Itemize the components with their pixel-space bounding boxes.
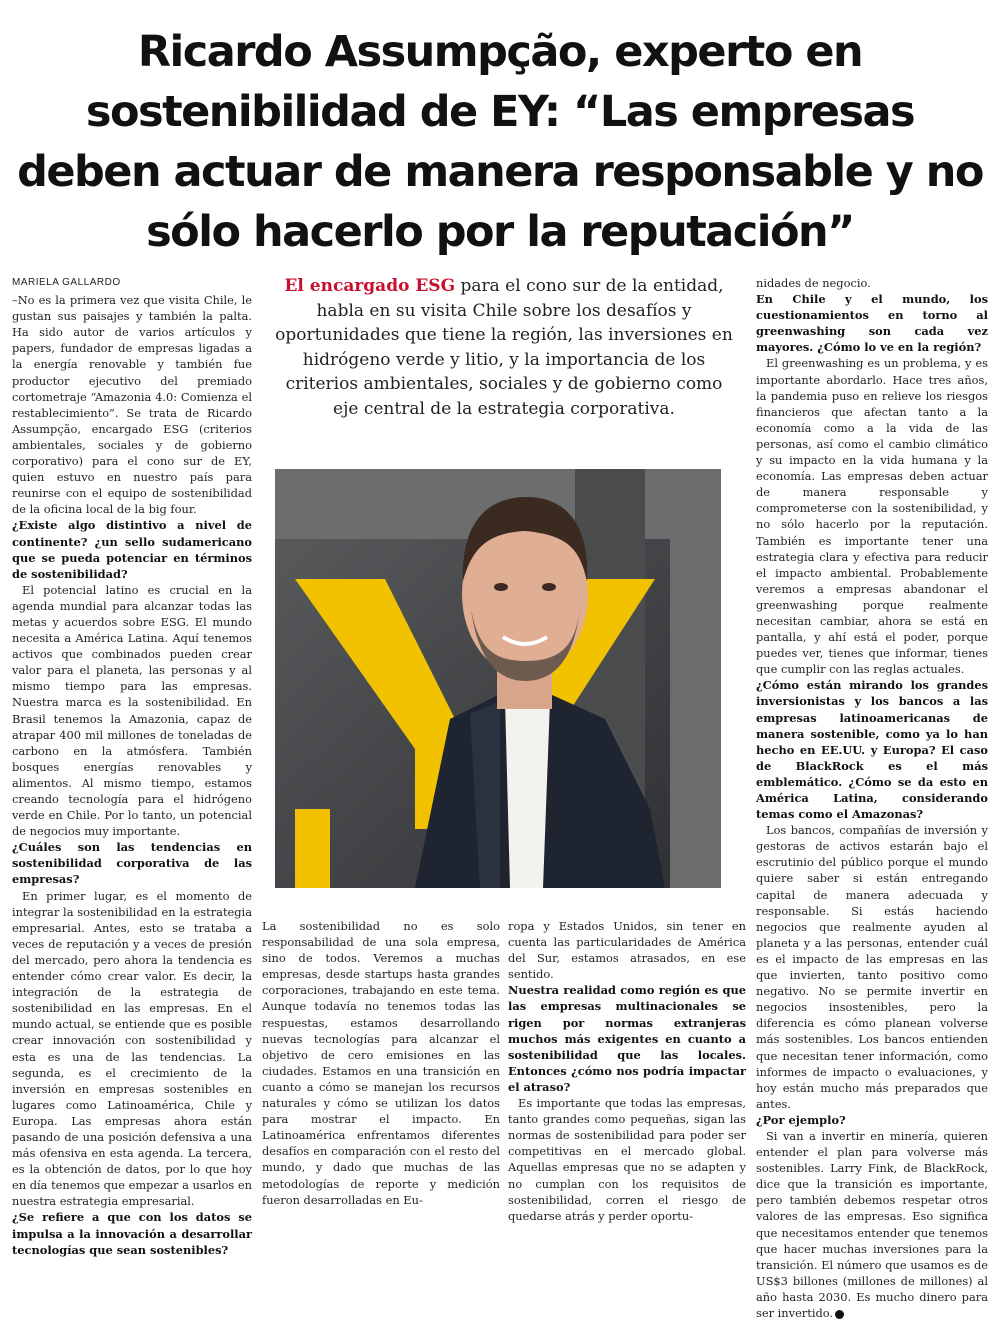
body-paragraph: nidades de negocio. [756,276,871,290]
question-paragraph: Nuestra realidad como región es que las empresas multinacionales se rigen por normas extranjeras muchos más exigentes en cuanto a sostenibilidad que las locales. Entonces ¿cómo nos podría impactar el atraso? [508,983,746,1094]
body-paragraph: El greenwashing es un problema, y es importante abordarlo. Hace tres años, la pandemia puso en relieve los riesgos financieros que afectan tanto a la economía como a la vida de las personas, así como el cambio climático y su impacto en la vida humana y la economía. Las empresas deben actuar de manera responsable y comprometerse con la sostenibilidad, y no sólo hacerlo por la reputación. También es importante tener una estrategia clara y efectiva para reducir el impacto ambiental. Probablemente veremos a empresas abandonar el greenwashing porque realmente necesitan cambiar, ahora se está en pantalla, y ahí está el poder, porque puedes ver, tienes que informar, tienes que cumplir con las reglas actuales. [756,356,988,677]
question-paragraph: ¿Se refiere a que con los datos se impulsa a la innovación a desarrollar tecnologías que sean sostenibles? [12,1210,252,1257]
article-column-3 [508,918,746,1224]
question-paragraph: En Chile y el mundo, los cuestionamientos en torno al greenwashing son cada vez mayores. ¿Cómo lo ve en la región? [756,292,988,355]
question-paragraph: ¿Existe algo distintivo a nivel de continente? ¿un sello sudamericano que se pueda potenciar en términos de sostenibilidad? [12,518,252,581]
lead-kicker: El encargado ESG [284,276,456,296]
article-column-4 [756,275,988,1321]
portrait-photo [275,469,721,888]
portrait-illustration [275,469,721,888]
body-paragraph: Los bancos, compañías de inversión y gestoras de activos estarán bajo el escrutinio del público porque el mundo quiere saber si están entregando capital de manera adecuada y responsable. Si estás haciendo negocios que realmente ayuden al planeta y a las personas, entender cuál es el impacto de las empresas en las que invierten, tanto positivo como negativo. No se permite invertir en negocios insostenibles, pero la diferencia es cómo planean volverse más sostenibles. Los bancos entienden que necesitan tener información, como informes de impacto o evaluaciones, y hoy están mucho más preparados que antes. [756,823,988,1111]
article-column-1 [12,275,252,1258]
question-paragraph: ¿Cómo están mirando los grandes inversionistas y los bancos a las empresas latinoamericanas de manera sostenible, como ya lo han hecho en EE.UU. y Europa? El caso de BlackRock es el más emblemático. ¿Cómo se da esto en América Latina, considerando temas como el Amazonas? [756,678,988,822]
lead-paragraph [272,274,736,421]
article-column-2 [262,918,500,1208]
end-of-article-icon [835,1310,844,1319]
lead-text: para el cono sur de la entidad, habla en su visita Chile sobre los desafíos y oportunidades que tiene la región, las inversiones en hidrógeno verde y litio, y la importancia de los criterios ambientales, sociales y de gobierno como eje central de la estrategia corporativa. [275,276,733,419]
question-paragraph: ¿Cuáles son las tendencias en sostenibilidad corporativa de las empresas? [12,840,252,887]
body-paragraph: En primer lugar, es el momento de integrar la sostenibilidad en la estrategia empresarial. Antes, esto se trataba a veces de reputación y a veces de presión del mercado, pero ahora la tendencia es entender cómo crear valor. Es decir, la integración de la estrategia de sostenibilidad en las empresas. En el mundo actual, se entiende que es posible crear innovación con sostenibilidad y esta es una de las tendencias. La segunda, es el crecimiento de la inversión en empresas sostenibles en lugares como Latinoamérica, Chile y Europa. Las empresas ahora están pasando de una posición defensiva a una más ofensiva en esta agenda. La tercera, es la obtención de datos, por lo que hoy en día tenemos que empezar a usarlos en nuestra estrategia empresarial. [12,888,252,1209]
body-paragraph: Si van a invertir en minería, quieren entender el plan para volverse más sostenibles. Larry Fink, de BlackRock, dice que la transición es importante, pero también debemos respetar otros valores de las empresas. Eso significa que necesitamos entender que tenemos que hacer muchas inversiones para la transición. El número que usamos es de US$3 billones (millones de millones) al año hasta 2030. Es mucho dinero para ser invertido. [756,1128,988,1320]
headline: Ricardo Assumpção, experto en sostenibilidad de EY: “Las empresas deben actuar de manera responsable y no sólo hacerlo por la reputación” [17,27,983,257]
body-paragraph: El potencial latino es crucial en la agenda mundial para alcanzar todas las metas y acuerdos sobre ESG. El mundo necesita a América Latina. Aquí tenemos activos que combinados pueden crear valor para el planeta, las personas y al mismo tiempo para las empresas. Nuestra marca es la sostenibilidad. En Brasil tenemos la Amazonia, capaz de atrapar 400 mil millones de toneladas de carbono en la atmósfera. También bosques energías renovables y alimentos. Al mismo tiempo, estamos creando tecnología para el hidrógeno verde en Chile. Por lo tanto, un potencial de negocios muy importante. [12,582,252,839]
body-paragraph: ropa y Estados Unidos, sin tener en cuenta las particularidades de América del Sur, estamos atrasados, en ese sentido. [508,919,746,982]
body-paragraph: Es importante que todas las empresas, tanto grandes como pequeñas, sigan las normas de sostenibilidad para poder ser competitivas en el mercado global. Aquellas empresas que no se adapten y no cumplan con los requisitos de sostenibilidad, corren el riesgo de quedarse atrás y perder oportu- [508,1096,746,1223]
body-paragraph: La sostenibilidad no es solo responsabilidad de una sola empresa, sino de todos. Veremos a muchas empresas, desde startups hasta grandes corporaciones, trabajando en este tema. Aunque todavía no tenemos todas las respuestas, estamos desarrollando nuevas tecnologías para alcanzar el objetivo de cero emisiones en las ciudades. Estamos en una transición en cuanto a cómo se manejan los recursos naturales y cómo se utilizan los datos para mostrar el impacto. En Latinoamérica enfrentamos diferentes desafíos en comparación con el resto del mundo, y dado que muchas de las metodologías de reporte y medición fueron desarrolladas en Eu- [262,919,500,1207]
byline: MARIELA GALLARDO [12,277,121,288]
question-paragraph: ¿Por ejemplo? [756,1112,846,1127]
body-paragraph: –No es la primera vez que visita Chile, le gustan sus paisajes y también la palta. Ha sido autor de varios artículos y papers, fundador de empresas ligadas a la energía renovable y también fue productor ejecutivo del premiado cortometraje “Amazonia 4.0: Comienza el restablecimiento”. Se trata de Ricardo Assumpção, encargado ESG (criterios ambientales, sociales y de gobierno corporativo) para el cono sur de EY, quien estuvo en nuestro país para reunirse con el equipo de sostenibilidad de la oficina local de la big four. [12,293,252,517]
